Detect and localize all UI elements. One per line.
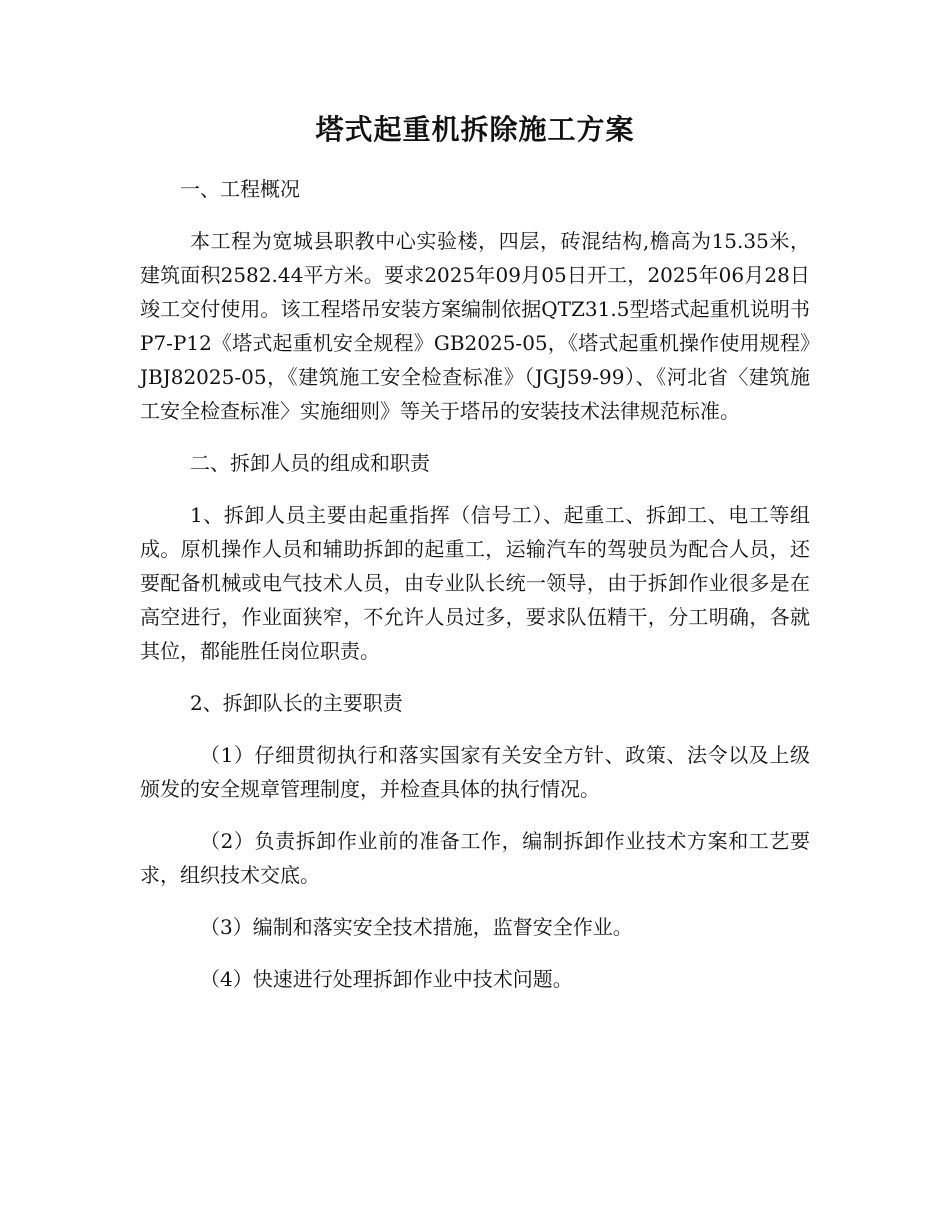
- section-heading-personnel: 二、拆卸人员的组成和职责: [190, 451, 430, 475]
- duty-item-4: （4）快速进行处理拆卸作业中技术问题。: [200, 967, 573, 991]
- document-title: 塔式起重机拆除施工方案: [315, 113, 635, 146]
- personnel-paragraph-2: 2、拆卸队长的主要职责: [190, 691, 403, 715]
- duty-item-3: （3）编制和落实安全技术措施，监督安全作业。: [200, 915, 633, 939]
- overview-paragraph: 本工程为宽城县职教中心实验楼，四层，砖混结构,檐高为15.35米，建筑面积2582.44平方米。要求2025年09月05日开工，2025年06月28日竣工交付使用。该工程塔吊安装方案编制依据QTZ31.5型塔式起重机说明书P7-P12《塔式起重机安全规程》GB2025-05，《塔式起重机操作使用规程》JBJ82025-05，《建筑施工安全检查标准》（JGJ59-99）、《河北省〈建筑施工安全检查标准〉实施细则》等关于塔吊的安装技术法律规范标准。: [140, 229, 810, 423]
- duty-item-2: （2）负责拆卸作业前的准备工作，编制拆卸作业技术方案和工艺要求，组织技术交底。: [140, 829, 810, 887]
- section-heading-overview: 一、工程概况: [180, 177, 300, 201]
- duty-item-1: （1）仔细贯彻执行和落实国家有关安全方针、政策、法令以及上级颁发的安全规章管理制度，并检查具体的执行情况。: [140, 743, 810, 801]
- personnel-paragraph-1: 1、拆卸人员主要由起重指挥（信号工）、起重工、拆卸工、电工等组成。原机操作人员和辅助拆卸的起重工，运输汽车的驾驶员为配合人员，还要配备机械或电气技术人员，由专业队长统一领导，由于拆卸作业很多是在高空进行，作业面狭窄，不允许人员过多，要求队伍精干，分工明确，各就其位，都能胜任岗位职责。: [140, 503, 810, 663]
